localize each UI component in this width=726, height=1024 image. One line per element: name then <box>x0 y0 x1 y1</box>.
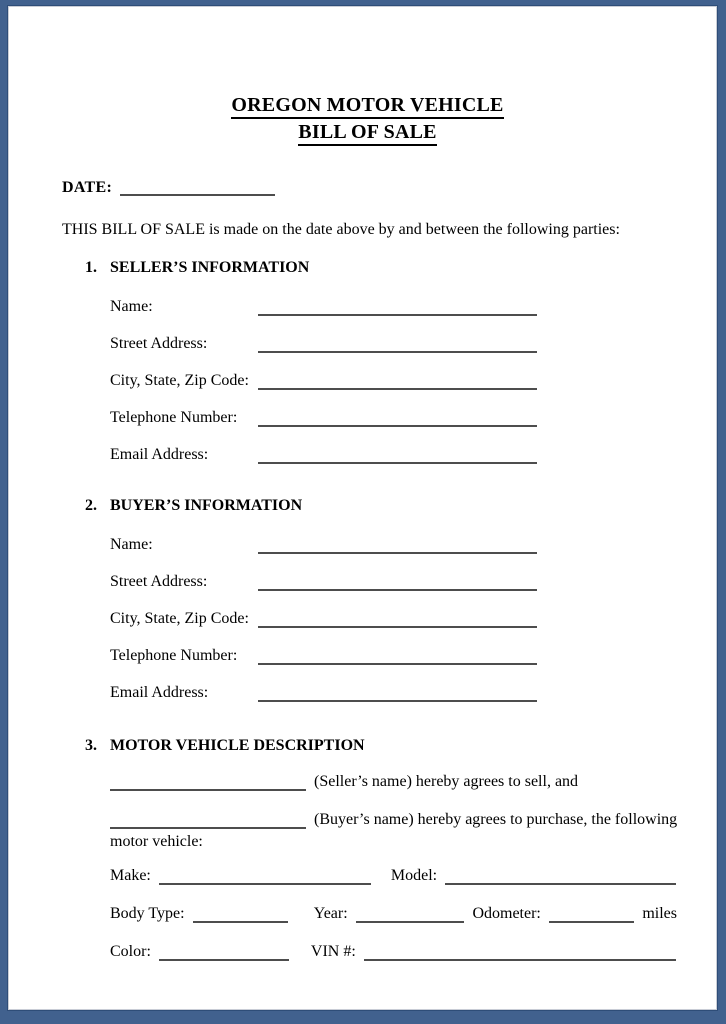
buyer-street-label: Street Address: <box>110 573 208 590</box>
body-type-label: Body Type: <box>110 905 185 922</box>
section-1-number: 1. <box>85 259 97 276</box>
buyer-city-label: City, State, Zip Code: <box>110 610 249 627</box>
seller-clause-row <box>110 771 673 793</box>
make-blank[interactable] <box>159 883 371 885</box>
odometer-blank[interactable] <box>549 921 634 923</box>
intro-paragraph: THIS BILL OF SALE is made on the date above by and between the following parties: <box>62 221 620 238</box>
buyer-name-row <box>110 534 537 556</box>
buyer-phone-label: Telephone Number: <box>110 647 238 664</box>
body-type-blank[interactable] <box>193 921 288 923</box>
document-content <box>8 6 717 963</box>
make-model-row <box>110 865 676 887</box>
seller-email-label: Email Address: <box>110 446 209 463</box>
section-vehicle-description <box>85 736 678 963</box>
seller-city-label: City, State, Zip Code: <box>110 372 249 389</box>
buyer-name-label: Name: <box>110 536 153 553</box>
section-1-heading <box>85 258 673 278</box>
buyer-clause-continuation: motor vehicle: <box>110 833 203 850</box>
color-label: Color: <box>110 943 151 960</box>
year-blank[interactable] <box>356 921 465 923</box>
bodytype-year-odometer-row <box>110 903 685 925</box>
buyer-phone-row <box>110 645 537 667</box>
date-blank[interactable] <box>120 194 275 196</box>
seller-name-blank[interactable] <box>258 314 537 316</box>
buyer-email-blank[interactable] <box>258 700 537 702</box>
seller-phone-row <box>110 407 537 429</box>
section-2-number: 2. <box>85 497 97 514</box>
year-label: Year: <box>313 905 348 922</box>
model-blank[interactable] <box>445 883 676 885</box>
odometer-label: Odometer: <box>472 905 541 922</box>
seller-fields <box>110 296 537 466</box>
date-label: DATE: <box>62 179 113 196</box>
buyer-email-row <box>110 682 537 704</box>
buyer-email-label: Email Address: <box>110 684 209 701</box>
vehicle-body <box>110 771 678 963</box>
vin-blank[interactable] <box>364 959 676 961</box>
section-seller-information <box>85 258 673 466</box>
color-vin-row <box>110 941 676 963</box>
seller-name-row <box>110 296 537 318</box>
section-3-number: 3. <box>85 737 97 754</box>
seller-clause-text: (Seller’s name) hereby agrees to sell, and <box>314 773 579 790</box>
buyer-city-blank[interactable] <box>258 626 537 628</box>
document-page <box>7 5 718 1011</box>
buyer-name-blank[interactable] <box>258 552 537 554</box>
color-blank[interactable] <box>159 959 289 961</box>
section-2-heading <box>85 496 673 516</box>
seller-street-blank[interactable] <box>258 351 537 353</box>
section-1-title: SELLER’S INFORMATION <box>110 259 310 276</box>
section-2-title: BUYER’S INFORMATION <box>110 497 303 514</box>
buyer-street-row <box>110 571 537 593</box>
buyer-clause-text: (Buyer’s name) hereby agrees to purchase, the following <box>314 811 678 828</box>
buyer-street-blank[interactable] <box>258 589 537 591</box>
model-label: Model: <box>390 867 438 884</box>
buyer-city-row <box>110 608 537 630</box>
buyer-fields <box>110 534 537 704</box>
seller-phone-label: Telephone Number: <box>110 409 238 426</box>
buyer-phone-blank[interactable] <box>258 663 537 665</box>
seller-name-fill-blank[interactable] <box>110 789 306 791</box>
make-label: Make: <box>110 867 151 884</box>
date-row <box>62 178 673 198</box>
title-line-1: OREGON MOTOR VEHICLE <box>231 93 503 119</box>
vin-label: VIN #: <box>310 943 356 960</box>
seller-email-row <box>110 444 537 466</box>
buyer-name-fill-blank[interactable] <box>110 827 306 829</box>
seller-email-blank[interactable] <box>258 462 537 464</box>
seller-street-label: Street Address: <box>110 335 208 352</box>
buyer-clause-row <box>110 809 678 831</box>
section-3-heading <box>85 736 673 756</box>
document-title <box>62 92 673 146</box>
title-line-2: BILL OF SALE <box>298 120 436 146</box>
section-buyer-information <box>85 496 673 704</box>
section-3-title: MOTOR VEHICLE DESCRIPTION <box>110 737 365 754</box>
seller-city-blank[interactable] <box>258 388 537 390</box>
seller-street-row <box>110 333 537 355</box>
seller-phone-blank[interactable] <box>258 425 537 427</box>
miles-suffix: miles <box>642 905 677 922</box>
seller-name-label: Name: <box>110 298 153 315</box>
seller-city-row <box>110 370 537 392</box>
